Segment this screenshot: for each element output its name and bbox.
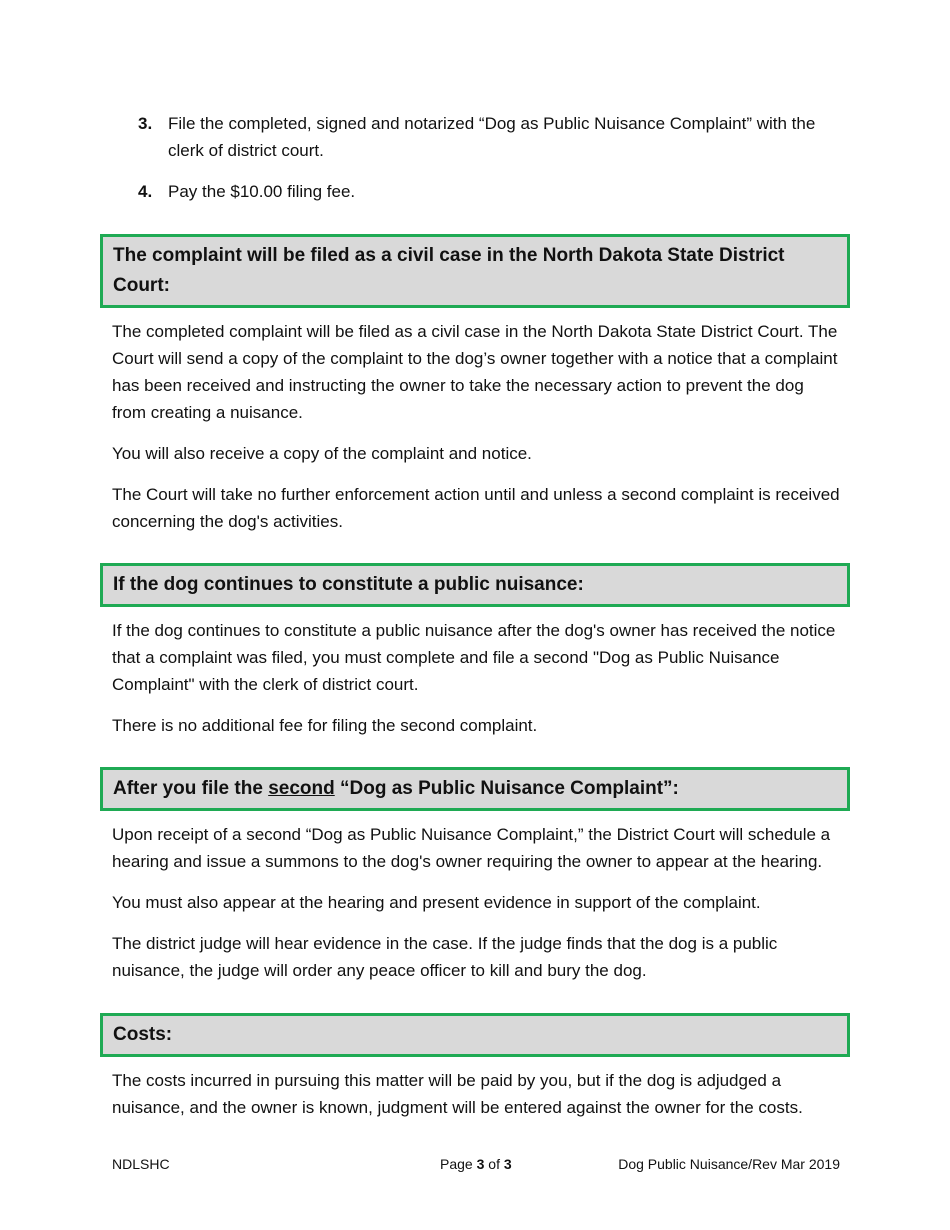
footer-form-revision: Dog Public Nuisance/Rev Mar 2019 [618,1156,840,1172]
step-item [138,110,838,164]
section-heading-civil-case: The complaint will be filed as a civil case in the North Dakota State District Court: [100,234,850,308]
section-heading-after-second-complaint [100,767,850,811]
section-body-continues-nuisance [112,617,842,753]
step-number: 3. [138,114,153,133]
paragraph: You must also appear at the hearing and present evidence in support of the complaint. [112,893,761,912]
heading-underlined-word: second [268,778,335,799]
heading-prefix: After you file the [113,778,269,799]
section-heading-continues-nuisance: If the dog continues to constitute a public nuisance: [100,563,850,607]
paragraph: The costs incurred in pursuing this matter will be paid by you, but if the dog is adjudged a nuisance, and the owner is known, judgment will be entered against the owner for the costs. [112,1071,803,1117]
footer-page-number [440,1154,512,1174]
footer-org: NDLSHC [112,1156,170,1172]
paragraph: The completed complaint will be filed as a civil case in the North Dakota State District Court. The Court will send a copy of the complaint to the dog’s owner together with a notice that a complaint has been received and instructing the owner to take the necessary action to prevent the dog from creating a nuisance. [112,322,838,422]
page-current: 3 [476,1156,485,1172]
paragraph: You will also receive a copy of the complaint and notice. [112,444,532,463]
step-item [138,178,838,205]
step-text: Pay the $10.00 filing fee. [168,182,356,201]
page-total: 3 [503,1156,512,1172]
paragraph: Upon receipt of a second “Dog as Public Nuisance Complaint,” the District Court will schedule a hearing and issue a summons to the dog's owner requiring the owner to appear at the hearing. [112,825,831,871]
section-heading-costs: Costs: [100,1013,850,1057]
paragraph: There is no additional fee for filing the second complaint. [112,716,538,735]
step-number: 4. [138,182,153,201]
section-body-after-second-complaint [112,821,842,998]
paragraph: The Court will take no further enforcement action until and unless a second complaint is received concerning the dog's activities. [112,485,840,531]
step-list [138,110,838,219]
section-body-costs [112,1067,842,1135]
paragraph: If the dog continues to constitute a public nuisance after the dog's owner has received the notice that a complaint was filed, you must complete and file a second "Dog as Public Nuisance Complaint" with the clerk of district court. [112,621,836,694]
section-body-civil-case [112,318,842,549]
paragraph: The district judge will hear evidence in the case. If the judge finds that the dog is a public nuisance, the judge will order any peace officer to kill and bury the dog. [112,934,778,980]
step-text: File the completed, signed and notarized “Dog as Public Nuisance Complaint” with the clerk of district court. [168,114,816,160]
page-of: of [484,1156,504,1172]
heading-suffix: “Dog as Public Nuisance Complaint”: [334,778,679,799]
page-word: Page [440,1156,477,1172]
